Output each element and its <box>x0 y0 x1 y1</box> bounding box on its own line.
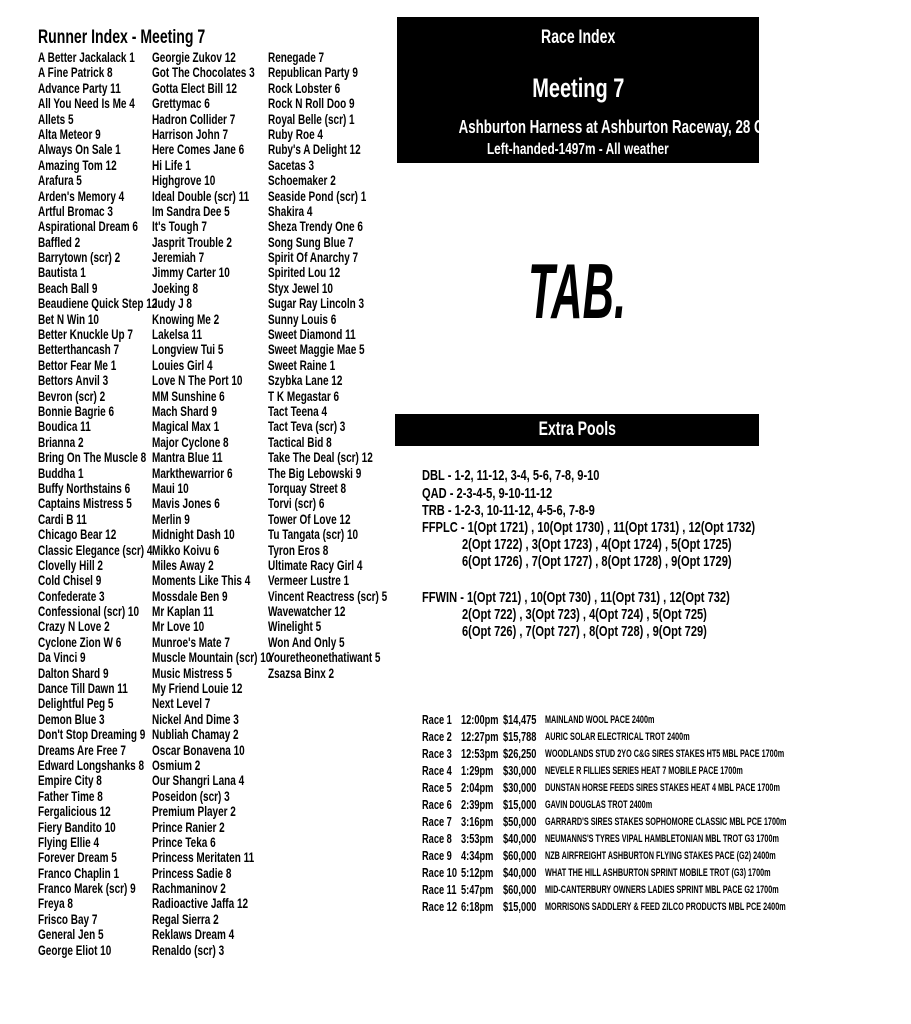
runner-entry: Delightful Peg 5 <box>38 696 114 712</box>
runner-entry: Mavis Jones 6 <box>152 496 220 512</box>
runner-entry: Cardi B 11 <box>38 511 87 527</box>
runner-entry: Harrison John 7 <box>152 126 229 142</box>
runner-entry: Radioactive Jaffa 12 <box>152 896 249 912</box>
runner-entry: Franco Chaplin 1 <box>38 865 120 881</box>
race-name: WOODLANDS STUD 2YO C&G SIRES STAKES HT5 MBL PACE 1700m <box>545 748 785 760</box>
venue-line: Ashburton Harness at Ashburton Raceway, 28 Oct 2024 <box>458 117 810 137</box>
runner-entry: Won And Only 5 <box>268 634 345 650</box>
race-stake: $15,000 <box>503 798 537 812</box>
runner-entry: Osmium 2 <box>152 757 201 773</box>
tab-logo-icon <box>528 247 628 335</box>
race-name: NEUMANNS'S TYRES VIPAL HAMBLETONIAN MBL TROT G3 1700m <box>545 833 779 845</box>
runner-entry: Torvi (scr) 6 <box>268 496 325 512</box>
runner-entry: Next Level 7 <box>152 696 211 712</box>
runner-entry: Brianna 2 <box>38 434 84 450</box>
runner-entry: Barrytown (scr) 2 <box>38 250 121 266</box>
runner-entry: Always On Sale 1 <box>38 142 121 158</box>
runner-entry: Tactical Bid 8 <box>268 434 332 450</box>
runner-entry: Princess Meritaten 11 <box>152 850 255 866</box>
race-time: 5:47pm <box>461 883 494 897</box>
runner-entry: Nubliah Chamay 2 <box>152 727 239 743</box>
runner-column-2 <box>152 50 272 958</box>
race-stake: $15,788 <box>503 730 537 744</box>
pool-line-ffplc: FFPLC - 1(Opt 1721) , 10(Opt 1730) , 11(Opt 1731) , 12(Opt 1732) <box>422 519 756 536</box>
runner-entry: Father Time 8 <box>38 788 103 804</box>
runner-entry: Dance Till Dawn 11 <box>38 681 128 697</box>
race-name: MID-CANTERBURY OWNERS LADIES SPRINT MBL PACE G2 1700m <box>545 884 779 896</box>
runner-entry: Spirited Lou 12 <box>268 265 341 281</box>
track-line: Left-handed-1497m - All weather <box>487 141 669 158</box>
race-stake: $50,000 <box>503 815 537 829</box>
race-time: 12:00pm <box>461 713 499 727</box>
race-stake: $14,475 <box>503 713 537 727</box>
race-name: MAINLAND WOOL PACE 2400m <box>545 714 655 726</box>
runner-entry: Classic Elegance (scr) 4 <box>38 542 153 558</box>
race-name: NEVELE R FILLIES SERIES HEAT 7 MOBILE PACE 1700m <box>545 765 743 777</box>
runner-entry: Frisco Bay 7 <box>38 911 98 927</box>
runner-entry: Dalton Shard 9 <box>38 665 109 681</box>
runner-entry: Schoemaker 2 <box>268 173 336 189</box>
runner-entry: Regal Sierra 2 <box>152 911 219 927</box>
runner-entry: Mach Shard 9 <box>152 403 217 419</box>
runner-entry: Love N The Port 10 <box>152 373 243 389</box>
runner-entry: Royal Belle (scr) 1 <box>268 111 355 127</box>
runner-entry: All You Need Is Me 4 <box>38 96 135 112</box>
runner-entry: Zsazsa Binx 2 <box>268 665 335 681</box>
runner-entry: Szybka Lane 12 <box>268 373 343 389</box>
race-number: Race 1 <box>422 713 452 727</box>
runner-entry: Markthewarrior 6 <box>152 465 233 481</box>
runner-entry: Better Knuckle Up 7 <box>38 327 133 343</box>
runner-entry: Demon Blue 3 <box>38 711 105 727</box>
runner-entry: George Eliot 10 <box>38 942 112 958</box>
runner-entry: Knowing Me 2 <box>152 311 220 327</box>
runner-entry: Baffled 2 <box>38 234 81 250</box>
runner-entry: My Friend Louie 12 <box>152 681 243 697</box>
pool-line-qad: QAD - 2-3-4-5, 9-10-11-12 <box>422 485 553 502</box>
runner-entry: Sheza Trendy One 6 <box>268 219 363 235</box>
runner-entry: Im Sandra Dee 5 <box>152 203 230 219</box>
runner-entry: Shakira 4 <box>268 203 313 219</box>
runner-entry: Mantra Blue 11 <box>152 450 223 466</box>
runner-entry: Cyclone Zion W 6 <box>38 634 122 650</box>
runner-entry: Ultimate Racy Girl 4 <box>268 557 363 573</box>
runner-entry: Mr Kaplan 11 <box>152 604 214 620</box>
runner-entry: Bettor Fear Me 1 <box>38 357 117 373</box>
runner-entry: Jimmy Carter 10 <box>152 265 230 281</box>
runner-entry: Muscle Mountain (scr) 10 <box>152 650 272 666</box>
runner-entry: Bettors Anvil 3 <box>38 373 109 389</box>
runner-entry: Judy J 8 <box>152 296 192 312</box>
runner-entry: Sweet Raine 1 <box>268 357 336 373</box>
race-number: Race 4 <box>422 764 452 778</box>
pool-line-trb: TRB - 1-2-3, 10-11-12, 4-5-6, 7-8-9 <box>422 502 595 519</box>
runner-entry: Midnight Dash 10 <box>152 527 235 543</box>
runner-entry: Hadron Collider 7 <box>152 111 236 127</box>
race-name: GARRARD'S SIRES STAKES SOPHOMORE CLASSIC MBL PCE 1700m <box>545 816 787 828</box>
runner-entry: Empire City 8 <box>38 773 102 789</box>
runner-entry: Prince Ranier 2 <box>152 819 225 835</box>
race-stake: $30,000 <box>503 781 537 795</box>
race-time: 12:53pm <box>461 747 499 761</box>
race-number: Race 6 <box>422 798 452 812</box>
runner-entry: Bonnie Bagrie 6 <box>38 403 115 419</box>
runner-entry: Amazing Tom 12 <box>38 157 117 173</box>
extra-pools-header: Extra Pools <box>395 414 759 446</box>
runner-entry: Merlin 9 <box>152 511 190 527</box>
runner-entry: Our Shangri Lana 4 <box>152 773 245 789</box>
runner-entry: Lakelsa 11 <box>152 327 202 343</box>
runner-entry: Republican Party 9 <box>268 65 358 81</box>
runner-entry: Vermeer Lustre 1 <box>268 573 350 589</box>
race-time: 1:29pm <box>461 764 494 778</box>
runner-entry: Franco Marek (scr) 9 <box>38 881 136 897</box>
runner-entry: Music Mistress 5 <box>152 665 232 681</box>
runner-entry: Confederate 3 <box>38 588 105 604</box>
race-stake: $60,000 <box>503 883 537 897</box>
race-index-header-box <box>397 17 810 163</box>
runner-entry: Reklaws Dream 4 <box>152 927 235 943</box>
runner-entry: Tower Of Love 12 <box>268 511 351 527</box>
runner-entry: Chicago Bear 12 <box>38 527 117 543</box>
runner-column-3 <box>268 50 394 681</box>
runner-entry: Advance Party 11 <box>38 80 121 96</box>
runner-entry: Don't Stop Dreaming 9 <box>38 727 146 743</box>
race-stake: $40,000 <box>503 832 537 846</box>
runner-entry: Wavewatcher 12 <box>268 604 346 620</box>
runner-entry: Mossdale Ben 9 <box>152 588 228 604</box>
runner-entry: A Fine Patrick 8 <box>38 65 113 81</box>
runner-entry: Prince Teka 6 <box>152 834 216 850</box>
runner-entry: Spirit Of Anarchy 7 <box>268 250 359 266</box>
race-time: 4:34pm <box>461 849 494 863</box>
race-time: 3:16pm <box>461 815 494 829</box>
meeting-title: Meeting 7 <box>531 73 625 103</box>
pool-line-ffwin-3: 6(Opt 726) , 7(Opt 727) , 8(Opt 728) , 9(Opt 729) <box>462 623 707 640</box>
runner-entry: Longview Tui 5 <box>152 342 224 358</box>
race-number: Race 5 <box>422 781 452 795</box>
runner-entry: Bevron (scr) 2 <box>38 388 106 404</box>
runner-entry: Captains Mistress 5 <box>38 496 132 512</box>
runner-entry: Torquay Street 8 <box>268 480 347 496</box>
runner-entry: Ruby Roe 4 <box>268 126 323 142</box>
runner-entry: Flying Ellie 4 <box>38 834 100 850</box>
runner-entry: Highgrove 10 <box>152 173 216 189</box>
runner-entry: Moments Like This 4 <box>152 573 251 589</box>
runner-entry: Tact Teena 4 <box>268 403 328 419</box>
race-number: Race 2 <box>422 730 452 744</box>
runner-entry: Gotta Elect Bill 12 <box>152 80 237 96</box>
runner-entry: Fergalicious 12 <box>38 804 111 820</box>
pool-line-ffplc-2: 2(Opt 1722) , 3(Opt 1723) , 4(Opt 1724) , 5(Opt 1725) <box>462 536 732 553</box>
runner-entry: Oscar Bonavena 10 <box>152 742 245 758</box>
runner-entry: Beaudiene Quick Step 12 <box>38 296 158 312</box>
race-stake: $40,000 <box>503 866 537 880</box>
runner-entry: Alta Meteor 9 <box>38 126 101 142</box>
runner-entry: Artful Bromac 3 <box>38 203 113 219</box>
runner-entry: Boudica 11 <box>38 419 91 435</box>
race-number: Race 10 <box>422 866 457 880</box>
runner-entry: Bautista 1 <box>38 265 86 281</box>
runner-entry: Styx Jewel 10 <box>268 280 333 296</box>
runner-entry: Da Vinci 9 <box>38 650 86 666</box>
tab-logo-graphic <box>528 247 628 335</box>
runner-entry: Aspirational Dream 6 <box>38 219 138 235</box>
runner-entry: Allets 5 <box>38 111 74 127</box>
pool-line-ffwin-2: 2(Opt 722) , 3(Opt 723) , 4(Opt 724) , 5(Opt 725) <box>462 606 707 623</box>
runner-entry: Winelight 5 <box>268 619 322 635</box>
race-name: NZB AIRFREIGHT ASHBURTON FLYING STAKES PACE (G2) 2400m <box>545 850 776 862</box>
runner-entry: General Jen 5 <box>38 927 104 943</box>
runner-entry: Rachmaninov 2 <box>152 881 226 897</box>
runner-entry: Jeremiah 7 <box>152 250 205 266</box>
race-number: Race 3 <box>422 747 452 761</box>
runner-entry: The Big Lebowski 9 <box>268 465 362 481</box>
runner-entry: Mikko Koivu 6 <box>152 542 220 558</box>
runner-entry: Poseidon (scr) 3 <box>152 788 230 804</box>
pool-line-ffplc-3: 6(Opt 1726) , 7(Opt 1727) , 8(Opt 1728) , 9(Opt 1729) <box>462 553 732 570</box>
race-time: 6:18pm <box>461 900 494 914</box>
runner-entry: MM Sunshine 6 <box>152 388 225 404</box>
runner-entry: Magical Max 1 <box>152 419 220 435</box>
runner-entry: Youretheonethatiwant 5 <box>268 650 381 666</box>
runner-entry: Freya 8 <box>38 896 73 912</box>
pool-line-ffwin: FFWIN - 1(Opt 721) , 10(Opt 730) , 11(Opt 731) , 12(Opt 732) <box>422 589 730 606</box>
race-index-heading: Race Index <box>540 27 616 48</box>
runner-entry: Edward Longshanks 8 <box>38 757 145 773</box>
runner-entry: Here Comes Jane 6 <box>152 142 245 158</box>
runner-entry: Arafura 5 <box>38 173 82 189</box>
race-stake: $15,000 <box>503 900 537 914</box>
runner-entry: Buffy Northstains 6 <box>38 480 131 496</box>
race-name: AURIC SOLAR ELECTRICAL TROT 2400m <box>545 731 690 743</box>
race-time: 12:27pm <box>461 730 499 744</box>
runner-entry: Sweet Diamond 11 <box>268 327 356 343</box>
runner-entry: Rock N Roll Doo 9 <box>268 96 355 112</box>
runner-entry: Ruby's A Delight 12 <box>268 142 361 158</box>
runner-entry: Crazy N Love 2 <box>38 619 110 635</box>
runner-entry: Munroe's Mate 7 <box>152 634 230 650</box>
race-stake: $60,000 <box>503 849 537 863</box>
runner-entry: Arden's Memory 4 <box>38 188 125 204</box>
race-number: Race 7 <box>422 815 452 829</box>
runner-entry: Cold Chisel 9 <box>38 573 102 589</box>
runner-entry: A Better Jackalack 1 <box>38 50 135 65</box>
runner-column-1 <box>38 50 158 958</box>
runner-entry: Mr Love 10 <box>152 619 205 635</box>
runner-entry: Betterthancash 7 <box>38 342 120 358</box>
runner-entry: Dreams Are Free 7 <box>38 742 126 758</box>
runner-entry: Bet N Win 10 <box>38 311 99 327</box>
runner-entry: Georgie Zukov 12 <box>152 50 236 65</box>
race-number: Race 11 <box>422 883 457 897</box>
runner-entry: Grettymac 6 <box>152 96 210 112</box>
runner-entry: Rock Lobster 6 <box>268 80 341 96</box>
runner-entry: Tyron Eros 8 <box>268 542 329 558</box>
runner-entry: Major Cyclone 8 <box>152 434 229 450</box>
runner-entry: Renegade 7 <box>268 50 325 65</box>
race-time: 2:39pm <box>461 798 494 812</box>
race-time: 3:53pm <box>461 832 494 846</box>
runner-entry: Sacetas 3 <box>268 157 315 173</box>
runner-entry: Sweet Maggie Mae 5 <box>268 342 365 358</box>
runner-entry: Confessional (scr) 10 <box>38 604 140 620</box>
runner-entry: Nickel And Dime 3 <box>152 711 239 727</box>
runner-entry: Miles Away 2 <box>152 557 214 573</box>
runner-entry: Premium Player 2 <box>152 804 236 820</box>
runner-entry: Louies Girl 4 <box>152 357 213 373</box>
runner-entry: Hi Life 1 <box>152 157 191 173</box>
runner-entry: It's Tough 7 <box>152 219 207 235</box>
runner-entry: Forever Dream 5 <box>38 850 117 866</box>
runner-entry: Maui 10 <box>152 480 189 496</box>
race-number: Race 8 <box>422 832 452 846</box>
runner-entry: Renaldo (scr) 3 <box>152 942 225 958</box>
race-stake: $26,250 <box>503 747 537 761</box>
race-stake: $30,000 <box>503 764 537 778</box>
race-number: Race 9 <box>422 849 452 863</box>
runner-entry: Got The Chocolates 3 <box>152 65 255 81</box>
race-time: 2:04pm <box>461 781 494 795</box>
runner-entry: Tact Teva (scr) 3 <box>268 419 346 435</box>
runner-entry: Tu Tangata (scr) 10 <box>268 527 359 543</box>
runner-entry: T K Megastar 6 <box>268 388 340 404</box>
pool-line-dbl: DBL - 1-2, 11-12, 3-4, 5-6, 7-8, 9-10 <box>422 467 600 484</box>
runner-entry: Ideal Double (scr) 11 <box>152 188 250 204</box>
race-name: DUNSTAN HORSE FEEDS SIRES STAKES HEAT 4 MBL PACE 1700m <box>545 782 780 794</box>
runner-entry: Sugar Ray Lincoln 3 <box>268 296 365 312</box>
runner-entry: Princess Sadie 8 <box>152 865 232 881</box>
race-name: MORRISONS SADDLERY & FEED ZILCO PRODUCTS MBL PCE 2400m <box>545 901 786 913</box>
race-name: GAVIN DOUGLAS TROT 2400m <box>545 799 653 811</box>
runner-entry: Sunny Louis 6 <box>268 311 337 327</box>
race-name: WHAT THE HILL ASHBURTON SPRINT MOBILE TROT (G3) 1700m <box>545 867 771 879</box>
runner-entry: Vincent Reactress (scr) 5 <box>268 588 388 604</box>
runner-entry: Jasprit Trouble 2 <box>152 234 232 250</box>
race-time: 5:12pm <box>461 866 494 880</box>
runner-entry: Beach Ball 9 <box>38 280 98 296</box>
runner-entry: Bring On The Muscle 8 <box>38 450 147 466</box>
race-number: Race 12 <box>422 900 457 914</box>
runner-index-title: Runner Index - Meeting 7 <box>38 27 206 48</box>
runner-entry: Take The Deal (scr) 12 <box>268 450 373 466</box>
runner-entry: Song Sung Blue 7 <box>268 234 354 250</box>
runner-entry: Joeking 8 <box>152 280 199 296</box>
runner-entry: Seaside Pond (scr) 1 <box>268 188 367 204</box>
runner-entry: Clovelly Hill 2 <box>38 557 103 573</box>
tab-logo-text: TAB. <box>528 247 626 335</box>
runner-entry: Buddha 1 <box>38 465 84 481</box>
runner-entry: Fiery Bandito 10 <box>38 819 116 835</box>
